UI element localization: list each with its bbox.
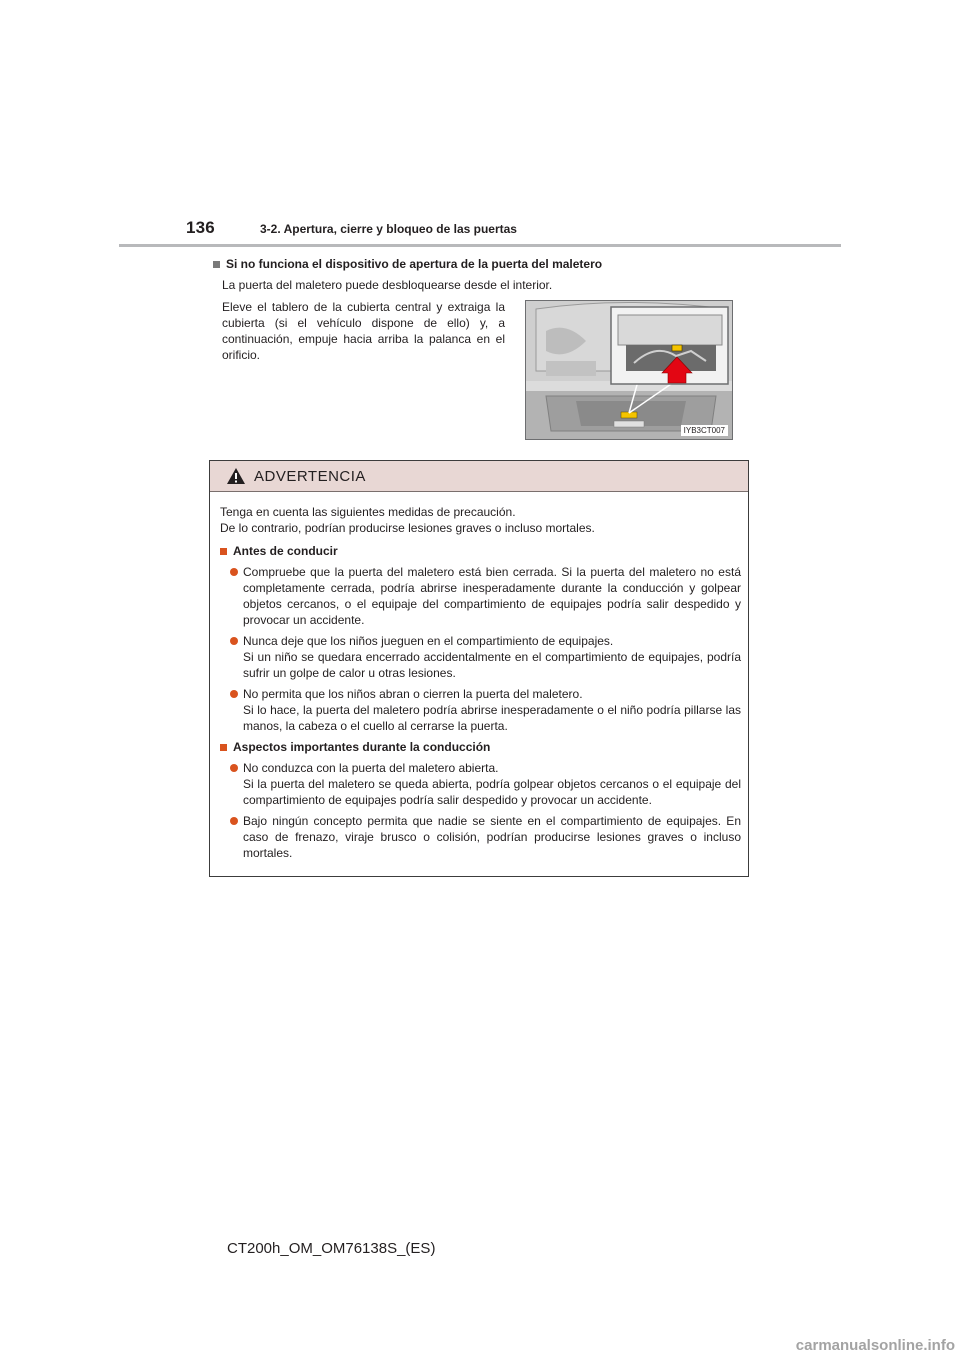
warning-item-line: No permita que los niños abran o cierren la puerta del maletero.: [243, 687, 583, 701]
warning-intro-line: Tenga en cuenta las siguientes medidas de precaución.: [220, 505, 516, 519]
site-watermark: carmanualsonline.info: [795, 1337, 955, 1354]
warning-item-line: Compruebe que la puerta del maletero está bien cerrada. Si la puerta del maletero no está completamente cerrada, podría abrirse inesperadamente durante la conducción y golpear objetos cercanos, o el equipaje del compartimiento de equipajes podría salir despedido y provocar un accidente.: [243, 565, 741, 627]
square-bullet-icon: [213, 261, 220, 268]
bullet-dot-icon: [230, 764, 238, 772]
figure-code: IYB3CT007: [681, 425, 728, 436]
instruction-text: Eleve el tablero de la cubierta central y extraiga la cubierta (si el vehículo dispone de ello) y, a continuación, empuje hacia arriba la palanca en el orificio.: [222, 300, 505, 362]
bullet-dot-icon: [230, 690, 238, 698]
intro-text: La puerta del maletero puede desbloquearse desde el interior.: [222, 278, 553, 292]
warning-group-heading-text: Antes de conducir: [233, 544, 338, 558]
warning-group-heading: [220, 543, 741, 559]
warning-group-heading-text: Aspectos importantes durante la conducción: [233, 740, 491, 754]
warning-group-heading: [220, 739, 741, 755]
bullet-dot-icon: [230, 637, 238, 645]
warning-list-item: [220, 686, 741, 734]
square-bullet-icon: [220, 548, 227, 555]
trunk-release-illustration: [525, 300, 733, 440]
warning-item-line: Si lo hace, la puerta del maletero podría abrirse inesperadamente o el niño podría pillarse las manos, la cabeza o el cuello al cerrarse la puerta.: [243, 703, 741, 733]
square-bullet-icon: [220, 744, 227, 751]
page-number: 136: [186, 218, 215, 237]
warning-list-item: [220, 813, 741, 861]
warning-item-line: Bajo ningún concepto permita que nadie se siente en el compartimiento de equipajes. En caso de frenazo, viraje brusco o colisión, podrían producirse lesiones graves o incluso mortales.: [243, 814, 741, 860]
warning-item-line: Nunca deje que los niños jueguen en el compartimiento de equipajes.: [243, 634, 614, 648]
bullet-dot-icon: [230, 817, 238, 825]
warning-box: [209, 460, 749, 877]
header-rule: [119, 244, 841, 247]
section-title: 3-2. Apertura, cierre y bloqueo de las puertas: [260, 222, 517, 236]
sub-heading: [213, 257, 602, 271]
warning-item-line: Si un niño se quedara encerrado accidentalmente en el compartimiento de equipajes, podría sufrir un golpe de calor u otras lesiones.: [243, 650, 741, 680]
warning-body: [210, 492, 748, 861]
warning-triangle-icon: [226, 467, 246, 485]
warning-item-line: Si la puerta del maletero se queda abierta, podría golpear objetos cercanos o el equipaje del compartimiento de equipajes podría salir despedido y provocar un accidente.: [243, 777, 741, 807]
warning-list-item: [220, 564, 741, 628]
warning-list-item: [220, 760, 741, 808]
warning-intro: [220, 504, 741, 536]
sub-heading-text: Si no funciona el dispositivo de apertura de la puerta del maletero: [226, 257, 603, 271]
bullet-dot-icon: [230, 568, 238, 576]
warning-title: ADVERTENCIA: [254, 467, 366, 485]
warning-list-item: [220, 633, 741, 681]
warning-item-line: No conduzca con la puerta del maletero abierta.: [243, 761, 499, 775]
footer-code: CT200h_OM_OM76138S_(ES): [227, 1240, 436, 1257]
warning-intro-line: De lo contrario, podrían producirse lesiones graves o incluso mortales.: [220, 521, 595, 535]
warning-header: [210, 461, 748, 492]
